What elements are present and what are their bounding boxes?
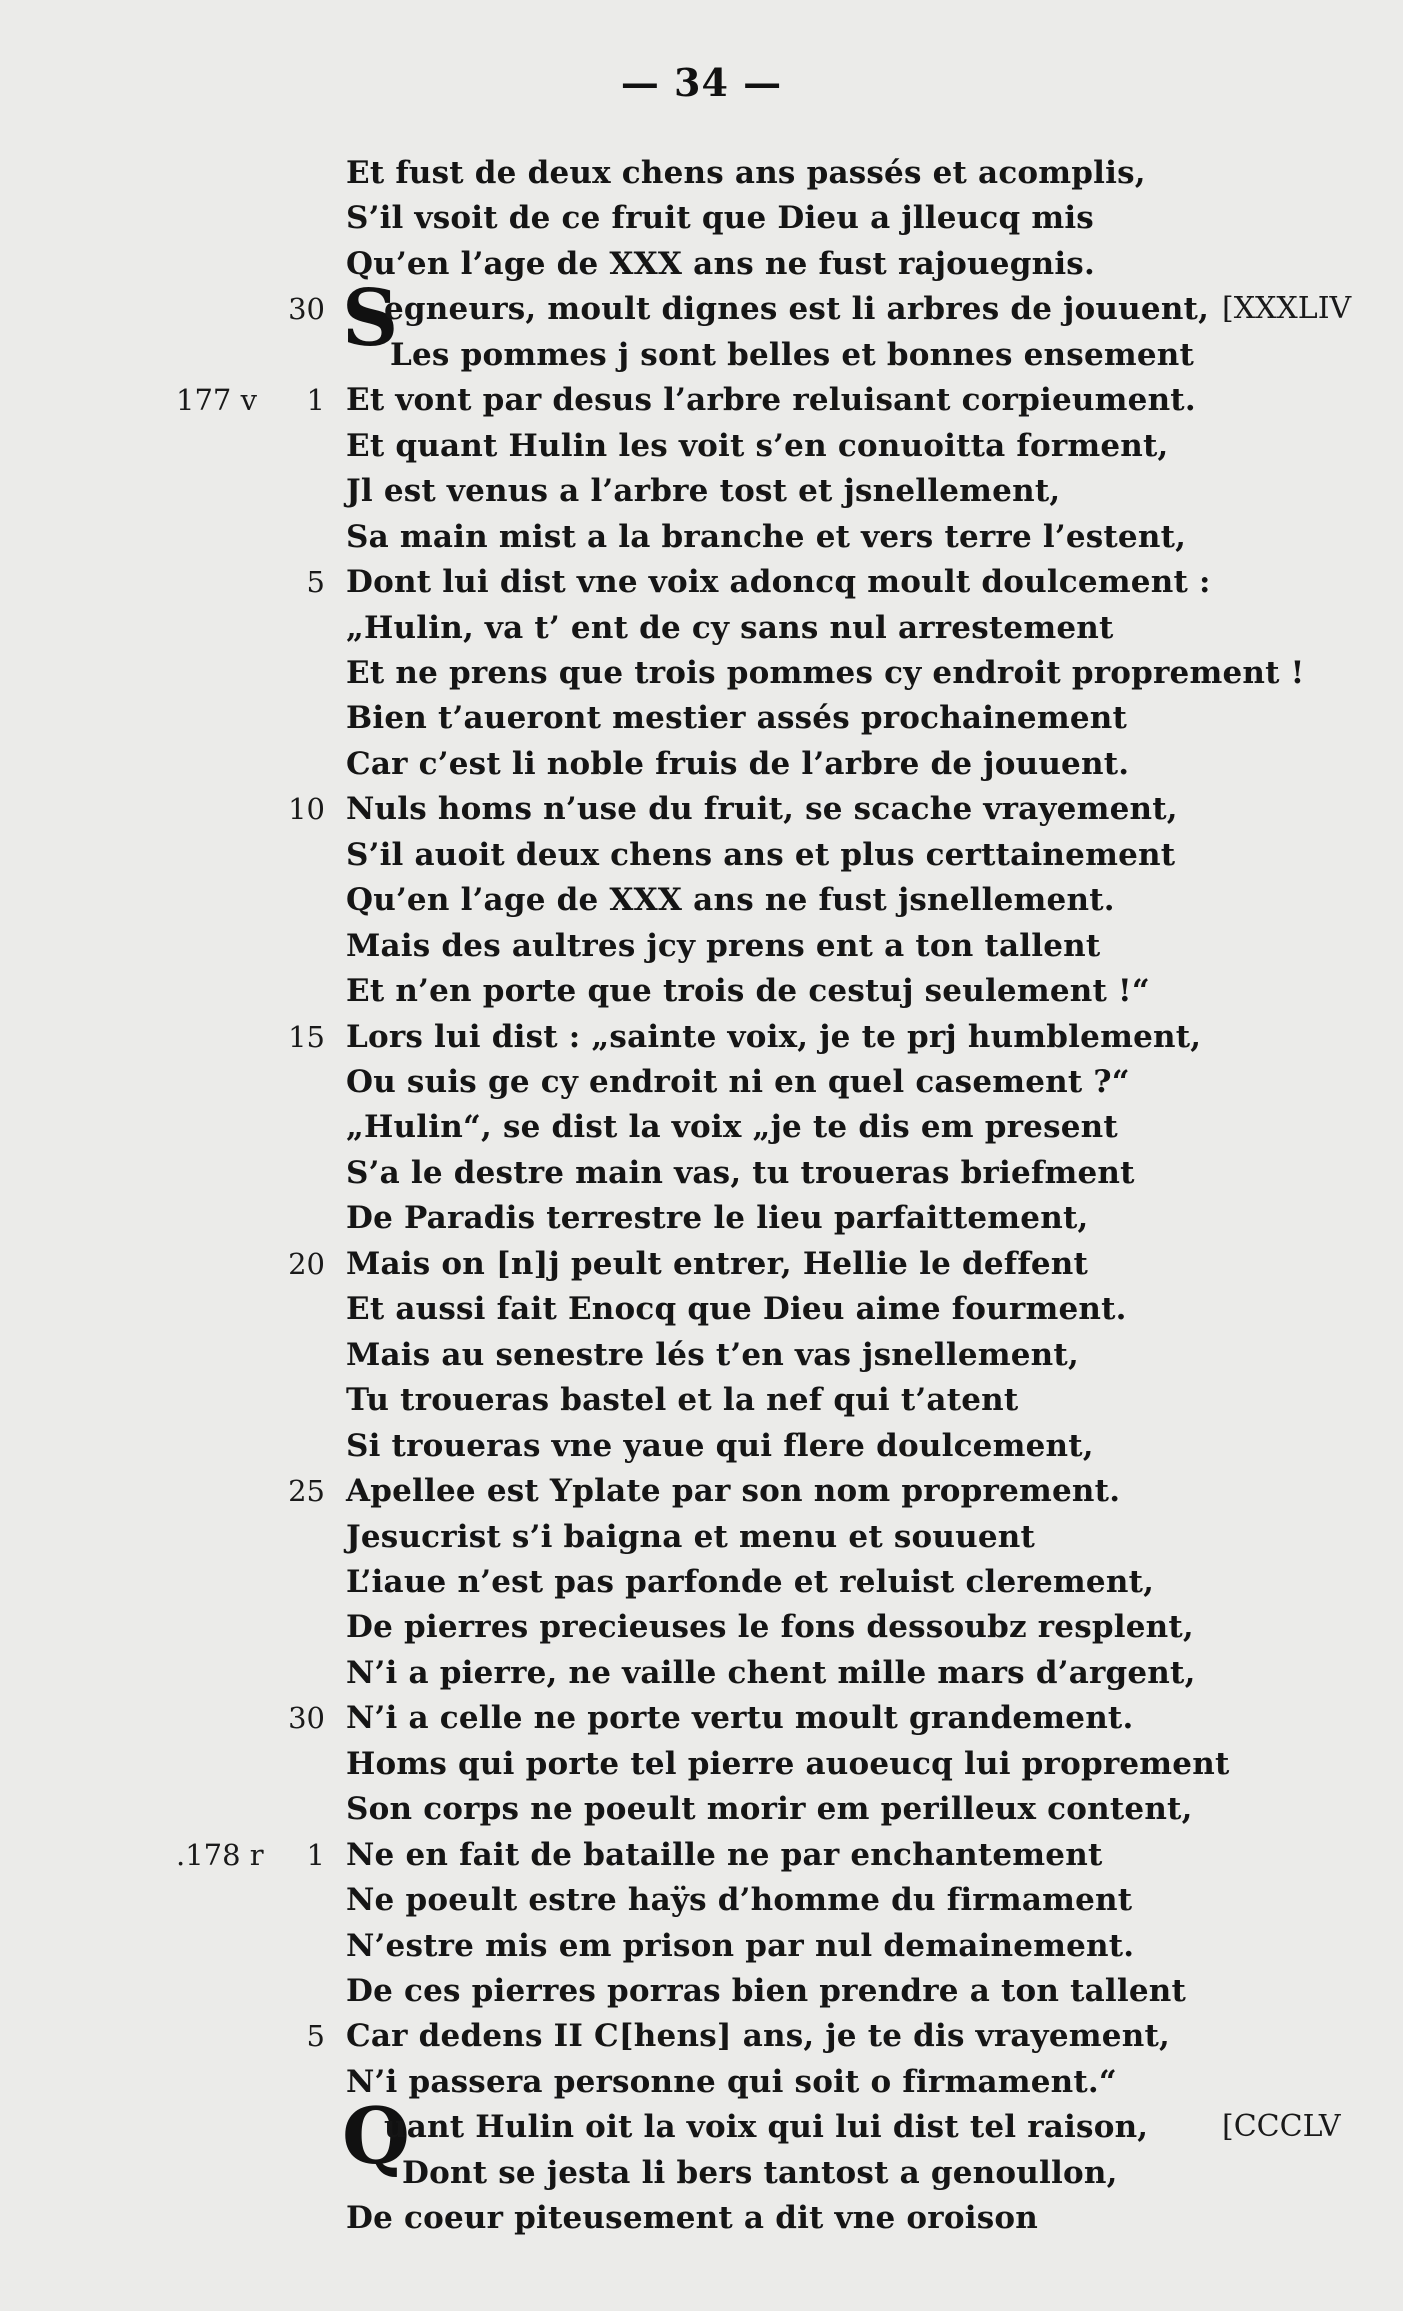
verse-line (0, 1468, 1403, 1514)
line-number: 10 (288, 792, 325, 827)
verse-line (0, 1559, 1403, 1605)
verse-line (0, 1695, 1403, 1741)
verse-line-text: Dont lui dist vne voix adoncq moult doulcement : (346, 564, 1211, 601)
verse-line-text: Et vont par desus l’arbre reluisant corpieument. (346, 382, 1196, 419)
verse-line (0, 1059, 1403, 1105)
folio-reference: .178 r (176, 1837, 264, 1872)
verse-line-text: Et aussi fait Enocq que Dieu aime fourment. (346, 1291, 1127, 1328)
verse-line (0, 468, 1403, 514)
line-number: 1 (306, 383, 325, 418)
verse-line (0, 1377, 1403, 1423)
verse-line (0, 2013, 1403, 2059)
verse-line (0, 650, 1403, 696)
verse-line (0, 923, 1403, 969)
verse-line-text: Nuls homs n’use du fruit, se scache vrayement, (346, 791, 1178, 828)
verse-line (0, 150, 1403, 196)
verse-line-text: Son corps ne poeult morir em perilleux content, (346, 1791, 1193, 1828)
verse-line (0, 1877, 1403, 1923)
verse-line (0, 1014, 1403, 1060)
verse-line (0, 1150, 1403, 1196)
drop-initial: Q (342, 2091, 410, 2183)
line-number: 1 (306, 1837, 325, 1872)
folio-reference: 177 v (176, 383, 257, 418)
verse-line (0, 1423, 1403, 1469)
verse-line (0, 1332, 1403, 1378)
laisse-number: [CCCLV (1222, 2109, 1341, 2145)
verse-line (0, 2150, 1403, 2196)
verse-line-text: Jesucrist s’i baigna et menu et souuent (346, 1518, 1036, 1555)
verse-line-text: Dont se jesta li bers tantost a genoullon, (402, 2154, 1118, 2191)
verse-line-text: N’i a pierre, ne vaille chent mille mars d’argent, (346, 1654, 1196, 1691)
verse-line-text: „Hulin, va t’ ent de cy sans nul arrestement (346, 609, 1114, 646)
verse-line-text: Bien t’aueront mestier assés prochainement (346, 700, 1128, 737)
line-number: 30 (288, 1701, 325, 1736)
verse-line-text: uant Hulin oit la voix qui lui dist tel raison, (384, 2109, 1149, 2146)
verse-line (0, 1650, 1403, 1696)
line-number: 30 (288, 292, 325, 327)
verse-line-text: L’iaue n’est pas parfonde et reluist clerement, (346, 1563, 1155, 1600)
verse-line-text: N’i passera personne qui soit o firmament.“ (346, 2063, 1117, 2100)
verse-line (0, 741, 1403, 787)
verse-line (0, 1832, 1403, 1878)
verse-line (0, 877, 1403, 923)
line-number: 5 (306, 2019, 325, 2054)
verse-line (0, 514, 1403, 560)
verse-line-text: N’estre mis em prison par nul demainement. (346, 1927, 1135, 1964)
verse-line-text: S’a le destre main vas, tu troueras briefment (346, 1154, 1135, 1191)
verse-line (0, 605, 1403, 651)
verse-line-text: Homs qui porte tel pierre auoeucq lui proprement (346, 1745, 1230, 1782)
line-number: 15 (288, 1019, 325, 1054)
laisse-number: [XXXLIV (1222, 291, 1352, 327)
verse-line-text: Et n’en porte que trois de cestuj seulement !“ (346, 973, 1150, 1010)
verse-line-text: Qu’en l’age de XXX ans ne fust jsnellement. (346, 882, 1115, 919)
verse-line-text: Tu troueras bastel et la nef qui t’atent (346, 1382, 1019, 1419)
verse-line (0, 423, 1403, 469)
line-number: 25 (288, 1474, 325, 1509)
verse-line-text: De pierres precieuses le fons dessoubz resplent, (346, 1609, 1194, 1646)
verse-line-text: Ou suis ge cy endroit ni en quel casement ?“ (346, 1064, 1130, 1100)
verse-line (0, 195, 1403, 241)
line-number: 20 (288, 1246, 325, 1281)
verse-line (0, 832, 1403, 878)
verse-line-text: Et fust de deux chens ans passés et acomplis, (346, 155, 1146, 191)
verse-line (0, 695, 1403, 741)
verse-line (0, 1514, 1403, 1560)
verse-line (0, 1286, 1403, 1332)
verse-line-text: Et ne prens que trois pommes cy endroit proprement ! (346, 654, 1305, 691)
verse-line-text: Mais on [n]j peult entrer, Hellie le deffent (346, 1245, 1089, 1282)
verse-line (0, 968, 1403, 1014)
verse-line-text: De ces pierres porras bien prendre a ton tallent (346, 1973, 1187, 2009)
verse-line (0, 1604, 1403, 1650)
verse-line-text: Qu’en l’age de XXX ans ne fust rajouegnis. (346, 245, 1095, 282)
verse-line-text: Car dedens II C[hens] ans, je te dis vrayement, (346, 2018, 1170, 2055)
verse-line (0, 1241, 1403, 1287)
verse-line-text: Apellee est Yplate par son nom proprement. (346, 1473, 1121, 1510)
verse-line-text: Lors lui dist : „sainte voix, je te prj humblement, (346, 1018, 1202, 1055)
verse-line (0, 377, 1403, 423)
verse-line (0, 1741, 1403, 1787)
verse-line (0, 559, 1403, 605)
verse-line (0, 1968, 1403, 2014)
verse-line (0, 1923, 1403, 1969)
verse-line-text: Sa main mist a la branche et vers terre l’estent, (346, 518, 1187, 555)
verse-line-text: S’il vsoit de ce fruit que Dieu a jlleucq mis (346, 200, 1094, 237)
verse-line (0, 2059, 1403, 2105)
verse-line-text: Jl est venus a l’arbre tost et jsnellement, (346, 473, 1061, 510)
line-number: 5 (306, 565, 325, 600)
verse-line (0, 1104, 1403, 1150)
verse-line-text: S’il auoit deux chens ans et plus certtainement (346, 836, 1176, 873)
verse-line-text: Et quant Hulin les voit s’en conuoitta forment, (346, 427, 1169, 464)
page-number: — 34 — (620, 60, 783, 105)
verse-line (0, 1786, 1403, 1832)
verse-line-text: Si troueras vne yaue qui flere doulcement, (346, 1427, 1094, 1464)
verse-line-text: Car c’est li noble fruis de l’arbre de jouuent. (346, 745, 1130, 782)
verse-line (0, 1195, 1403, 1241)
verse-line-text: „Hulin“, se dist la voix „je te dis em present (346, 1109, 1118, 1146)
verse-line-text: Ne en fait de bataille ne par enchantement (346, 1836, 1103, 1873)
verse-line-text: egneurs, moult dignes est li arbres de jouuent, (384, 291, 1210, 328)
verse-line-text: Les pommes j sont belles et bonnes ensement (390, 336, 1195, 373)
verse-line-text: De coeur piteusement a dit vne oroison (346, 2200, 1038, 2237)
verse-line (0, 786, 1403, 832)
verse-line (0, 241, 1403, 287)
verse-line-text: Mais des aultres jcy prens ent a ton tallent (346, 927, 1101, 964)
drop-initial: S (342, 273, 399, 365)
verse-line-text: N’i a celle ne porte vertu moult grandement. (346, 1700, 1134, 1737)
verse-line-text: Mais au senestre lés t’en vas jsnellement, (346, 1336, 1079, 1373)
verse-line (0, 332, 1403, 378)
verse-line-text: De Paradis terrestre le lieu parfaittement, (346, 1200, 1089, 1237)
verse-line-text: Ne poeult estre haÿs d’homme du firmament (346, 1882, 1133, 1919)
verse-line (0, 2195, 1403, 2241)
